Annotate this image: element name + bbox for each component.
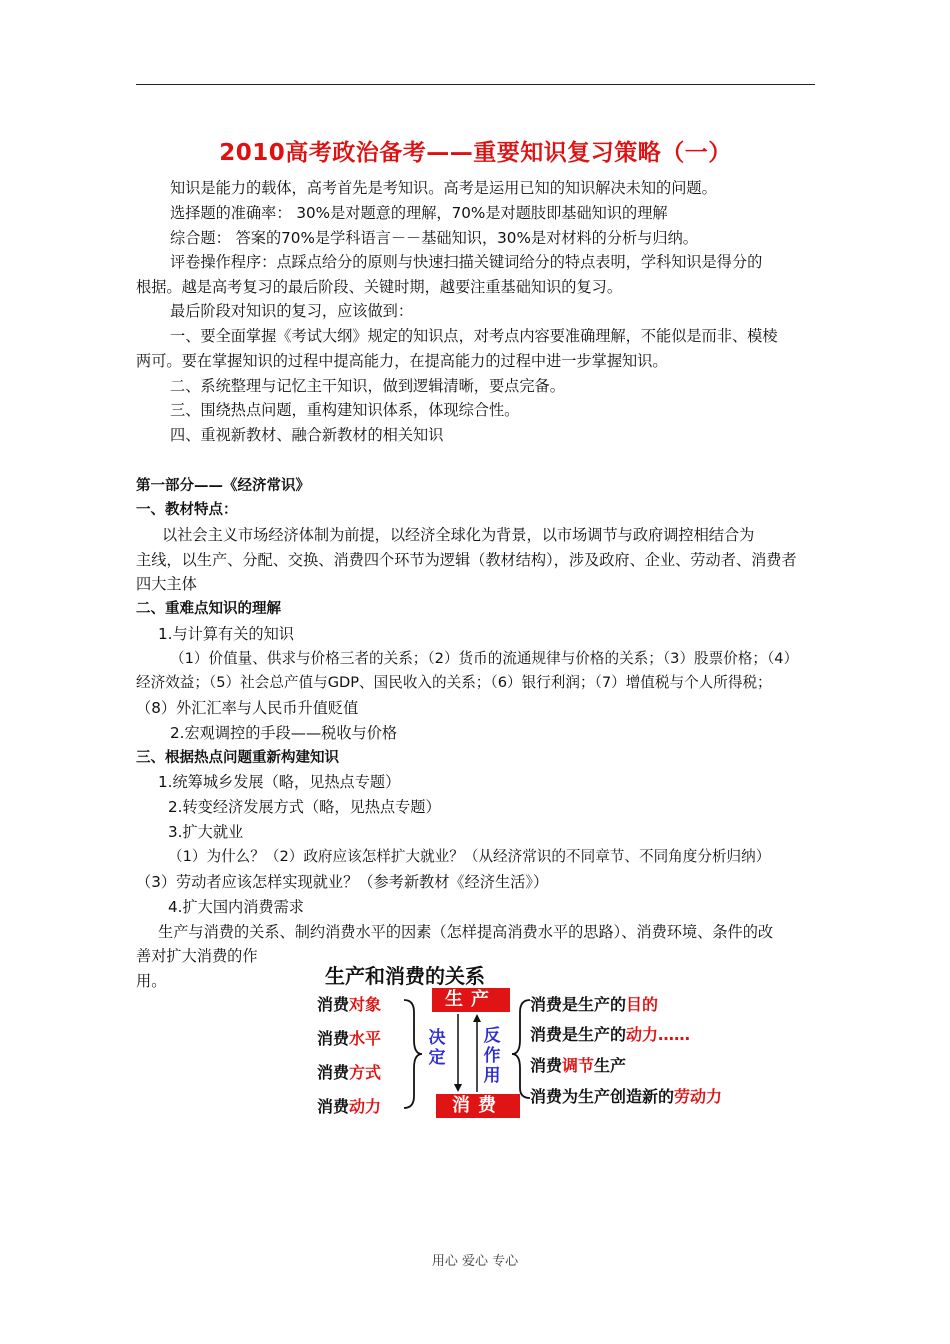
diagram-title: 生产和消费的关系	[325, 964, 485, 988]
body-line: 2.宏观调控的手段——税收与价格	[170, 724, 398, 742]
right-item: 消费是生产的目的	[530, 995, 659, 1014]
intro-line: 最后阶段对知识的复习，应该做到：	[170, 302, 413, 320]
body-line: 经济效益；（5）社会总产值与GDP、国民收入的关系；（6）银行利润；（7）增值税与个人所得税；	[136, 674, 772, 691]
right-item: 消费调节生产	[530, 1056, 627, 1075]
right-item: 消费是生产的动力……	[530, 1025, 691, 1044]
vertical-label-text: 决 定	[428, 1028, 446, 1068]
body-line: 4.扩大国内消费需求	[168, 898, 304, 916]
production-box: 生产	[432, 988, 510, 1012]
intro-line: 评卷操作程序：点踩点给分的原则与快速扫描关键词给分的特点表明，学科知识是得分的	[170, 253, 763, 271]
section-heading: 二、重难点知识的理解	[136, 601, 281, 617]
left-brace	[404, 1000, 422, 1108]
left-item: 消费对象	[317, 995, 382, 1014]
page-footer: 用心 爱心 专心	[431, 1254, 519, 1269]
intro-line: 一、要全面掌握《考试大纲》规定的知识点，对考点内容要准确理解，不能似是而非、模棱	[170, 327, 778, 345]
section-heading: 一、教材特点：	[136, 502, 238, 518]
intro-line: 三、围绕热点问题，重构建知识体系，体现综合性。	[170, 401, 520, 419]
header-rule	[136, 84, 815, 85]
right-item: 消费为生产创造新的劳动力	[530, 1087, 723, 1106]
body-line: 生产与消费的关系、制约消费水平的因素（怎样提高消费水平的思路）、消费环境、条件的改	[158, 923, 774, 941]
page-title: 2010高考政治备考——重要知识复习策略（一）	[219, 140, 732, 166]
body-line: （1）为什么？（2）政府应该怎样扩大就业？（从经济常识的不同章节、不同角度分析归纳）	[168, 848, 771, 865]
body-line: 善对扩大消费的作	[136, 947, 258, 965]
body-line: 2.转变经济发展方式（略，见热点专题）	[168, 798, 441, 816]
left-item: 消费动力	[317, 1097, 382, 1116]
consumption-box: 消费	[436, 1094, 520, 1118]
intro-line: 综合题： 答案的70%是学科语言－－基础知识，30%是对材料的分析与归纳。	[170, 229, 698, 247]
left-item: 消费水平	[317, 1029, 382, 1048]
intro-line: 根据。越是高考复习的最后阶段、关键时期，越要注重基础知识的复习。	[136, 278, 622, 296]
reaction-label	[482, 1026, 502, 1086]
vertical-label-text: 反 作 用	[483, 1026, 501, 1086]
body-line: 用。	[136, 972, 167, 990]
section-heading: 第一部分——《经济常识》	[136, 478, 310, 494]
intro-line: 四、重视新教材、融合新教材的相关知识	[170, 426, 444, 444]
body-line: （3）劳动者应该怎样实现就业？（参考新教材《经济生活》）	[136, 873, 549, 891]
right-brace	[512, 1000, 530, 1098]
intro-line: 两可。要在掌握知识的过程中提高能力，在提高能力的过程中进一步掌握知识。	[136, 352, 668, 370]
section-heading: 三、根据热点问题重新构建知识	[136, 750, 339, 766]
intro-line: 二、系统整理与记忆主干知识，做到逻辑清晰，要点完备。	[170, 377, 565, 395]
body-line: 3.扩大就业	[168, 823, 244, 841]
body-line: 1.统筹城乡发展（略，见热点专题）	[158, 773, 401, 791]
body-line: 1.与计算有关的知识	[158, 625, 294, 643]
body-line: （8）外汇汇率与人民币升值贬值	[136, 699, 359, 717]
body-line: 四大主体	[136, 575, 197, 593]
up-arrowhead	[473, 1014, 481, 1022]
intro-line: 选择题的准确率： 30%是对题意的理解，70%是对题肢即基础知识的理解	[170, 204, 668, 222]
left-item: 消费方式	[317, 1063, 382, 1082]
determines-label	[427, 1028, 447, 1068]
down-arrowhead	[454, 1084, 462, 1092]
body-line: 以社会主义市场经济体制为前提，以经济全球化为背景，以市场调节与政府调控相结合为	[162, 526, 755, 544]
intro-line: 知识是能力的载体，高考首先是考知识。高考是运用已知的知识解决未知的问题。	[170, 179, 717, 197]
body-line: 主线，以生产、分配、交换、消费四个环节为逻辑（教材结构），涉及政府、企业、劳动者、消费者	[136, 551, 797, 569]
body-line: （1）价值量、供求与价格三者的关系；（2）货币的流通规律与价格的关系；（3）股票价格；（4）	[170, 650, 799, 667]
